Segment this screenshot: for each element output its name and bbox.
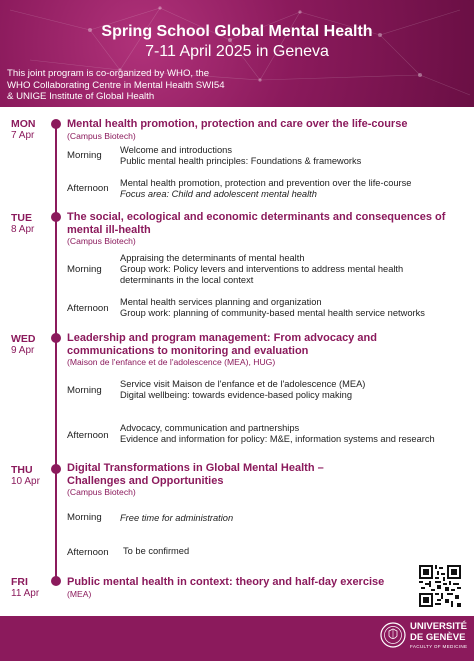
slot-label-afternoon: Afternoon <box>67 303 109 314</box>
slot-label-afternoon: Afternoon <box>67 547 109 558</box>
slot-content <box>120 423 470 445</box>
day-name: THU <box>11 464 33 476</box>
session-title-line: Public mental health in context: theory and half-day exercise <box>67 576 385 588</box>
day-name: WED <box>11 333 36 345</box>
session-title <box>67 118 467 131</box>
slot-line: Free time for administration <box>120 513 234 523</box>
university-name-line: DE GENÈVE <box>410 631 466 643</box>
page-subtitle: 7-11 April 2025 in Geneva <box>145 43 329 60</box>
day-name: MON <box>11 118 36 130</box>
day-label-fri <box>11 576 39 600</box>
slot-line: To be confirmed <box>123 546 190 556</box>
slot-line: Mental health services planning and organization <box>120 297 322 307</box>
day-date: 9 Apr <box>11 345 35 356</box>
university-name <box>410 622 467 643</box>
timeline-dot-icon <box>51 212 61 222</box>
day-label-tue <box>11 212 34 236</box>
university-seal-icon <box>380 622 406 648</box>
slot-content <box>123 546 473 557</box>
slot-content <box>120 513 470 524</box>
slot-label-morning: Morning <box>67 264 102 275</box>
day-date: 11 Apr <box>11 588 40 599</box>
slot-label-afternoon: Afternoon <box>67 430 109 441</box>
intro-line: WHO Collaborating Centre in Mental Health SWI54 <box>7 79 225 91</box>
session-venue: (Campus Biotech) <box>67 236 136 246</box>
slot-label-morning: Morning <box>67 512 102 523</box>
university-name-line: UNIVERSITÉ <box>410 621 468 632</box>
session-title-line: The social, ecological and economic determinants and consequences of <box>67 211 446 223</box>
session-title <box>67 462 467 487</box>
slot-content <box>120 297 470 319</box>
day-date: 8 Apr <box>11 224 35 235</box>
session-title-line: Mental health promotion, protection and care over the life-course <box>67 118 408 130</box>
session-title-line: Leadership and program management: From advocacy and <box>67 332 377 344</box>
session-venue: (Campus Biotech) <box>67 487 136 497</box>
qr-code-icon[interactable] <box>419 565 461 607</box>
slot-line: Public mental health principles: Foundations & frameworks <box>120 156 362 167</box>
slot-line: Service visit Maison de l'enfance et de l'adolescence (MEA) <box>120 379 366 389</box>
faculty-name: FACULTY OF MEDICINE <box>410 644 468 649</box>
slot-content <box>120 379 470 401</box>
day-label-mon <box>11 118 36 142</box>
session-title <box>67 576 407 589</box>
slot-line: Appraising the determinants of mental health <box>120 253 305 263</box>
slot-label-afternoon: Afternoon <box>67 183 109 194</box>
timeline-dot-icon <box>51 119 61 129</box>
intro-line: This joint program is co-organized by WHO, the <box>7 68 210 79</box>
session-title <box>67 332 467 357</box>
timeline-dot-icon <box>51 333 61 343</box>
page-title: Spring School Global Mental Health <box>101 23 373 40</box>
slot-line: Welcome and introductions <box>120 145 232 155</box>
day-name: FRI <box>11 576 28 588</box>
intro-line: & UNIGE Institute of Global Health <box>7 91 155 102</box>
timeline-dot-icon <box>51 464 61 474</box>
slot-line: Group work: Policy levers and interventions to address mental health <box>120 264 404 275</box>
day-label-thu <box>11 464 40 488</box>
session-venue: (MEA) <box>67 589 92 599</box>
header-banner <box>0 0 474 107</box>
timeline-line <box>55 120 57 580</box>
slot-label-morning: Morning <box>67 385 102 396</box>
session-venue: (Campus Biotech) <box>67 131 136 141</box>
day-label-wed <box>11 333 36 357</box>
slot-line: Digital wellbeing: towards evidence-based policy making <box>120 390 353 401</box>
session-venue: (Maison de l'enfance et de l'adolescence (MEA), HUG) <box>67 357 276 367</box>
day-date: 10 Apr <box>11 476 40 487</box>
slot-content <box>120 253 470 287</box>
slot-line: determinants in the local context <box>120 275 254 286</box>
session-title-line: Digital Transformations in Global Mental Health – <box>67 462 324 474</box>
slot-content <box>120 178 470 200</box>
session-title <box>67 211 467 236</box>
intro-text <box>7 68 467 103</box>
slot-line: Group work: planning of community-based mental health service networks <box>120 308 425 319</box>
session-title-line: Challenges and Opportunities <box>67 474 224 487</box>
session-title-line: communications to monitoring and evaluation <box>67 344 309 357</box>
slot-content <box>120 145 470 167</box>
session-title-line: mental ill-health <box>67 223 151 236</box>
day-date: 7 Apr <box>11 130 35 141</box>
slot-line: Evidence and information for policy: M&E, information systems and research <box>120 434 435 445</box>
slot-label-morning: Morning <box>67 150 102 161</box>
slot-focus-line: Focus area: Child and adolescent mental health <box>120 189 317 200</box>
timeline-dot-icon <box>51 576 61 586</box>
slot-line: Advocacy, communication and partnerships <box>120 423 300 433</box>
day-name: TUE <box>11 212 32 224</box>
slot-line: Mental health promotion, protection and prevention over the life-course <box>120 178 412 188</box>
